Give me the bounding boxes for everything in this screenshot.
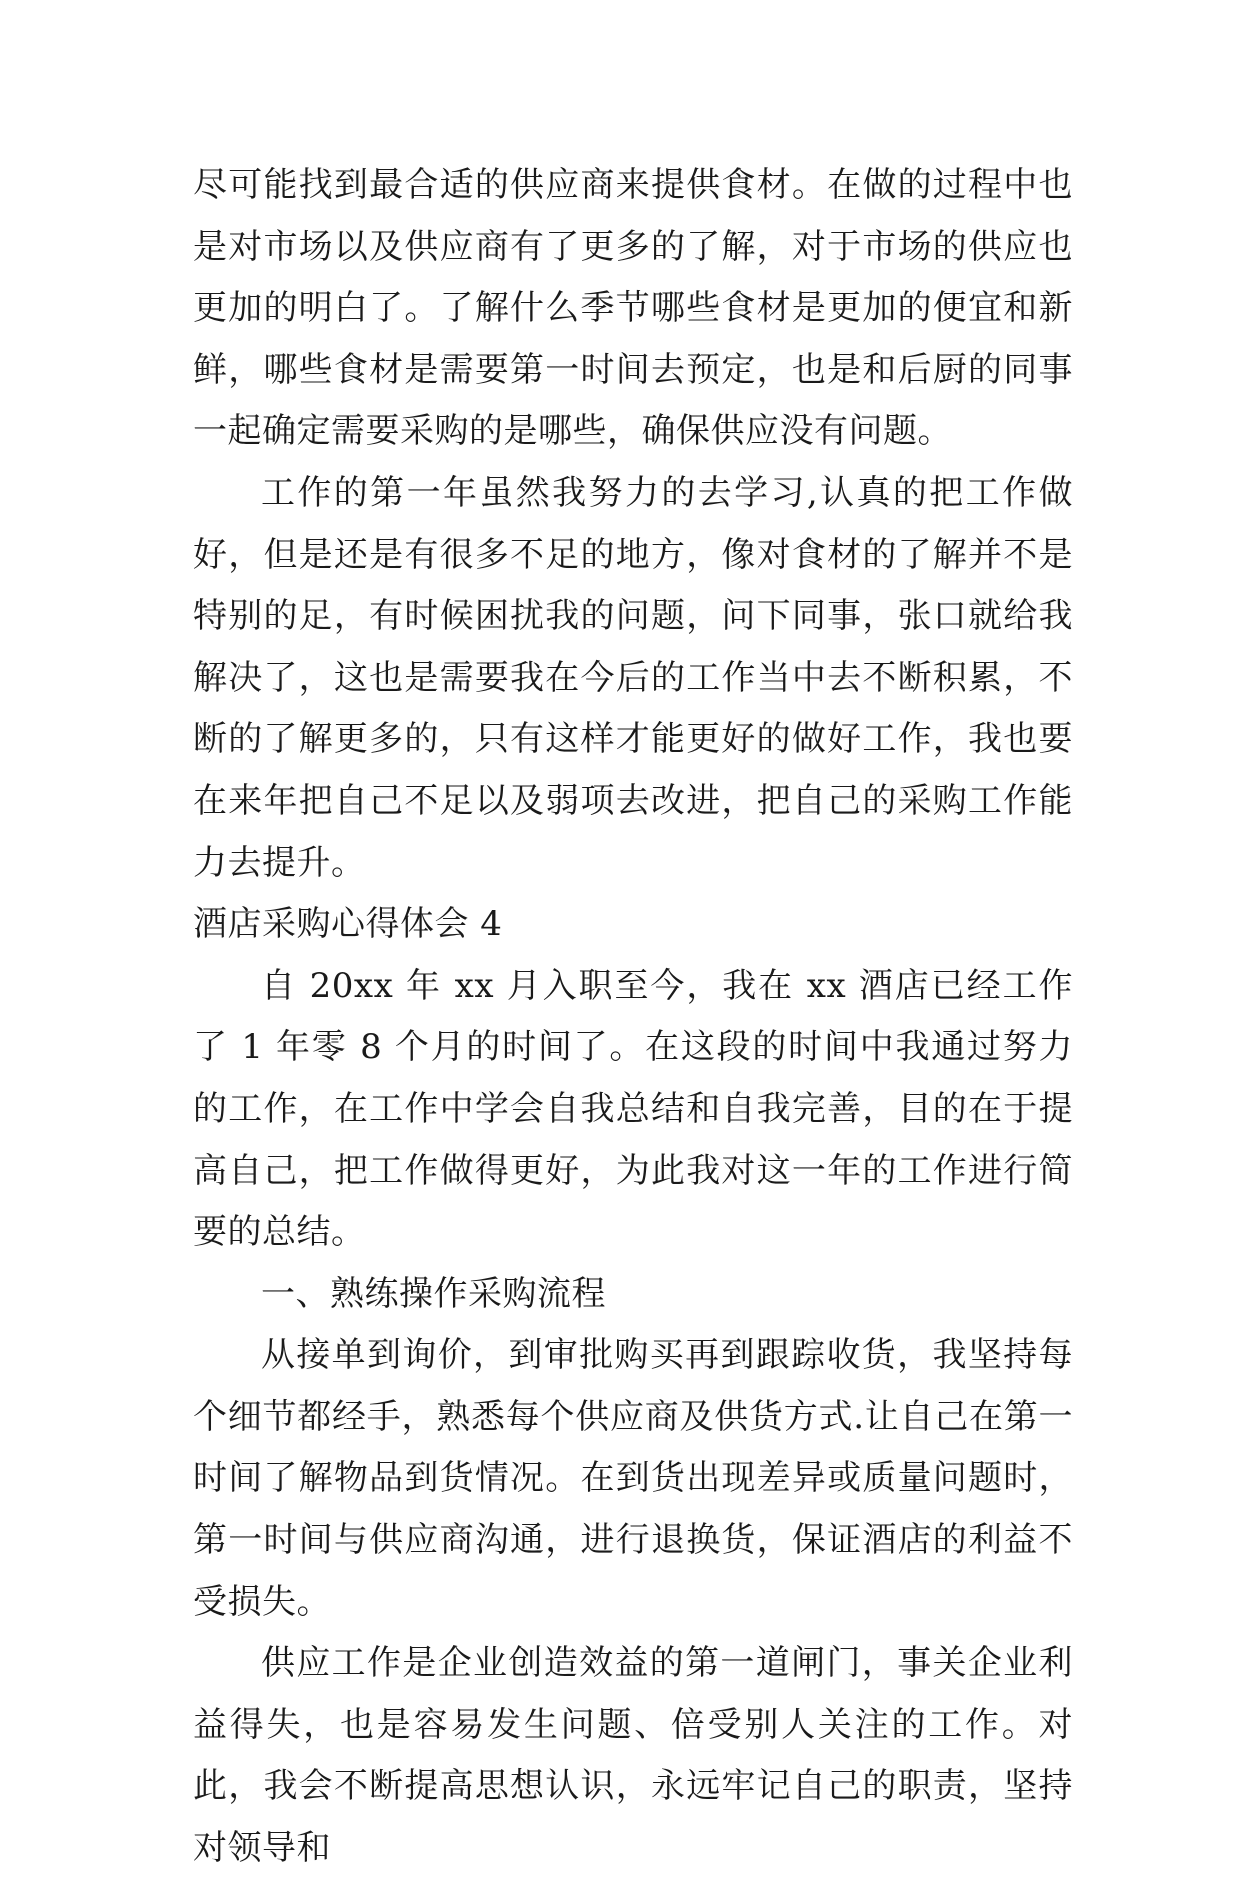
paragraph-1: 尽可能找到最合适的供应商来提供食材。在做的过程中也是对市场以及供应商有了更多的了解，对于市场的供应也更加的明白了。了解什么季节哪些食材是更加的便宜和新鲜，哪些食材是需要第一时间去预定，也是和后厨的同事一起确定需要采购的是哪些，确保供应没有问题。	[193, 165, 1073, 452]
document-body	[193, 155, 1073, 1880]
paragraph-3: 自 20xx 年 xx 月入职至今，我在 xx 酒店已经工作了 1 年零 8 个月的时间了。在这段的时间中我通过努力的工作，在工作中学会自我总结和自我完善，目的在于提高自己，把工作做得更好，为此我对这一年的工作进行简要的总结。	[193, 965, 1073, 1253]
paragraph-2: 工作的第一年虽然我努力的去学习,认真的把工作做好，但是还是有很多不足的地方，像对食材的了解并不是特别的足，有时候困扰我的问题，问下同事，张口就给我解决了，这也是需要我在今后的工作当中去不断积累，不断的了解更多的，只有这样才能更好的做好工作，我也要在来年把自己不足以及弱项去改进，把自己的采购工作能力去提升。	[193, 472, 1073, 883]
paragraph-4: 从接单到询价，到审批购买再到跟踪收货，我坚持每个细节都经手，熟悉每个供应商及供货方式.让自己在第一时间了解物品到货情况。在到货出现差异或质量问题时，第一时间与供应商沟通，进行退换货，保证酒店的利益不受损失。	[193, 1335, 1073, 1622]
section-heading: 酒店采购心得体会 4	[193, 904, 503, 945]
paragraph-5: 供应工作是企业创造效益的第一道闸门，事关企业利益得失，也是容易发生问题、倍受别人关注的工作。对此，我会不断提高思想认识，永远牢记自己的职责，坚持对领导和	[193, 1643, 1073, 1869]
subheading-1: 一、熟练操作采购流程	[261, 1273, 606, 1314]
